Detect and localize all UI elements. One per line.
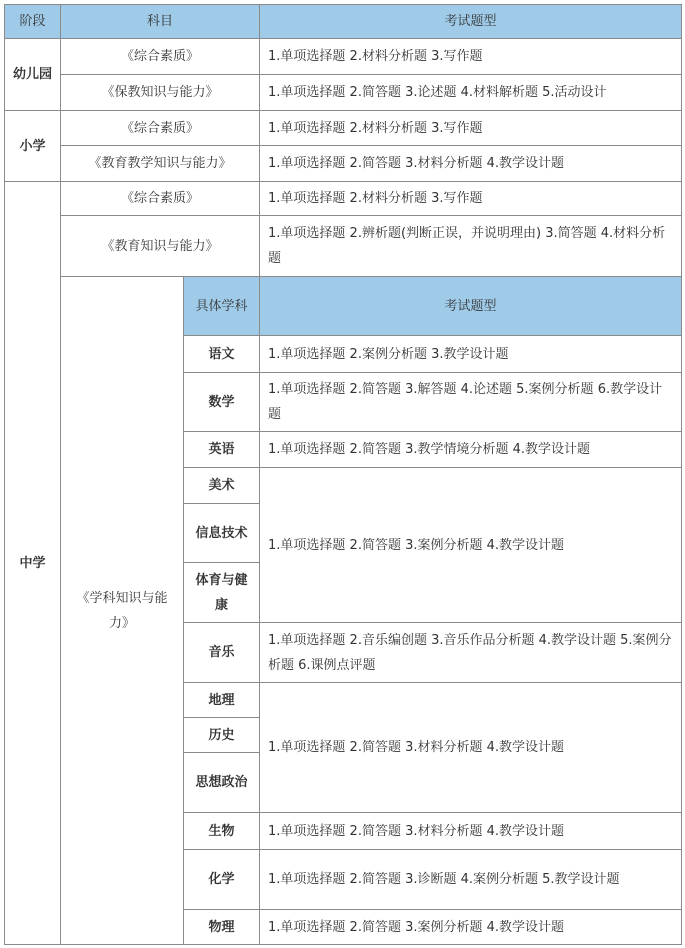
subject-cell: 《综合素质》 (61, 111, 260, 146)
table-row (5, 146, 682, 182)
specific-subject-cell: 化学 (184, 850, 260, 910)
types-cell: 1.单项选择题 2.简答题 3.材料分析题 4.教学设计题 (260, 813, 682, 850)
table-row (5, 75, 682, 111)
specific-subject-cell: 地理 (184, 683, 260, 718)
table-row (5, 39, 682, 75)
subject-cell: 《保教知识与能力》 (61, 75, 260, 111)
subject-cell: 《教育教学知识与能力》 (61, 146, 260, 182)
specific-subject-cell: 数学 (184, 373, 260, 432)
sub-header-types: 考试题型 (260, 277, 682, 336)
stage-secondary: 中学 (5, 182, 61, 945)
types-cell: 1.单项选择题 2.简答题 3.诊断题 4.案例分析题 5.教学设计题 (260, 850, 682, 910)
exam-types-table (4, 4, 682, 945)
header-row (5, 5, 682, 39)
types-cell: 1.单项选择题 2.简答题 3.论述题 4.材料解析题 5.活动设计 (260, 75, 682, 111)
types-cell: 1.单项选择题 2.材料分析题 3.写作题 (260, 182, 682, 216)
types-cell: 1.单项选择题 2.案例分析题 3.教学设计题 (260, 336, 682, 373)
sub-header-row (5, 277, 682, 336)
types-cell: 1.单项选择题 2.简答题 3.解答题 4.论述题 5.案例分析题 6.教学设计题 (260, 373, 682, 432)
types-cell: 1.单项选择题 2.简答题 3.材料分析题 4.教学设计题 (260, 683, 682, 813)
subject-cell: 《综合素质》 (61, 182, 260, 216)
table-row (5, 111, 682, 146)
types-cell: 1.单项选择题 2.简答题 3.案例分析题 4.教学设计题 (260, 468, 682, 623)
stage-primary: 小学 (5, 111, 61, 182)
specific-subject-cell: 思想政治 (184, 753, 260, 813)
specific-subject-cell: 体育与健康 (184, 563, 260, 623)
table-row (5, 216, 682, 277)
types-cell: 1.单项选择题 2.材料分析题 3.写作题 (260, 39, 682, 75)
specific-subject-cell: 美术 (184, 468, 260, 504)
types-cell: 1.单项选择题 2.简答题 3.教学情境分析题 4.教学设计题 (260, 432, 682, 468)
sub-header-specific-subject: 具体学科 (184, 277, 260, 336)
specific-subject-cell: 音乐 (184, 623, 260, 683)
specific-subject-cell: 物理 (184, 910, 260, 945)
types-cell: 1.单项选择题 2.辨析题(判断正误，并说明理由) 3.简答题 4.材料分析题 (260, 216, 682, 277)
specific-subject-cell: 信息技术 (184, 504, 260, 563)
types-cell: 1.单项选择题 2.材料分析题 3.写作题 (260, 111, 682, 146)
types-cell: 1.单项选择题 2.简答题 3.材料分析题 4.教学设计题 (260, 146, 682, 182)
types-cell: 1.单项选择题 2.简答题 3.案例分析题 4.教学设计题 (260, 910, 682, 945)
specific-subject-cell: 英语 (184, 432, 260, 468)
types-cell: 1.单项选择题 2.音乐编创题 3.音乐作品分析题 4.教学设计题 5.案例分析题 6.课例点评题 (260, 623, 682, 683)
specific-subject-cell: 语文 (184, 336, 260, 373)
specific-subject-cell: 历史 (184, 718, 260, 753)
header-types: 考试题型 (260, 5, 682, 39)
subject-cell: 《教育知识与能力》 (61, 216, 260, 277)
table-row (5, 182, 682, 216)
specific-subject-cell: 生物 (184, 813, 260, 850)
subject-knowledge-cell: 《学科知识与能力》 (61, 277, 184, 945)
subject-cell: 《综合素质》 (61, 39, 260, 75)
header-subject: 科目 (61, 5, 260, 39)
header-stage: 阶段 (5, 5, 61, 39)
stage-kindergarten: 幼儿园 (5, 39, 61, 111)
